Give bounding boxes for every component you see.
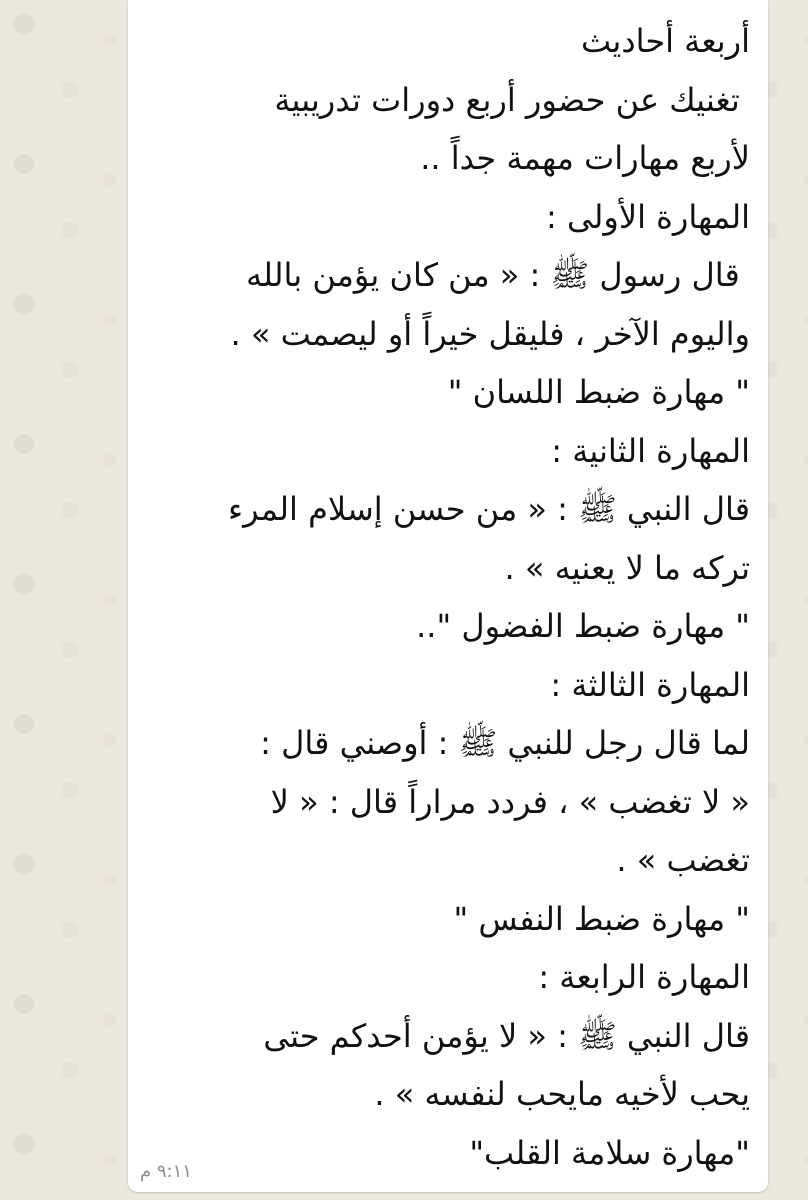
message-text: أربعة أحاديث تغنيك عن حضور أربع دورات تدريبية لأربع مهارات مهمة جداً .. المهارة الأولى : قال رسول ﷺ : « من كان يؤمن بالله واليوم الآخر ، فليقل خيراً أو ليصمت » . " مهارة ضبط اللسان " المهارة الثانية : قال النبي ﷺ : « من حسن إسلام المرء تركه ما لا يعنيه » . " مهارة ضبط الفضول ".. المهارة الثالثة : لما قال رجل للنبي ﷺ : أوصني قال : « لا تغضب » ، فردد مراراً قال : « لا تغضب » . " مهارة ضبط النفس " المهارة الرابعة : قال النبي ﷺ : « لا يؤمن أحدكم حتى يحب لأخيه مايحب لنفسه » . "مهارة سلامة القلب" [228,22,750,1172]
message-time: ٩:١١ م [140,1161,192,1182]
message-bubble[interactable] [128,0,768,1192]
